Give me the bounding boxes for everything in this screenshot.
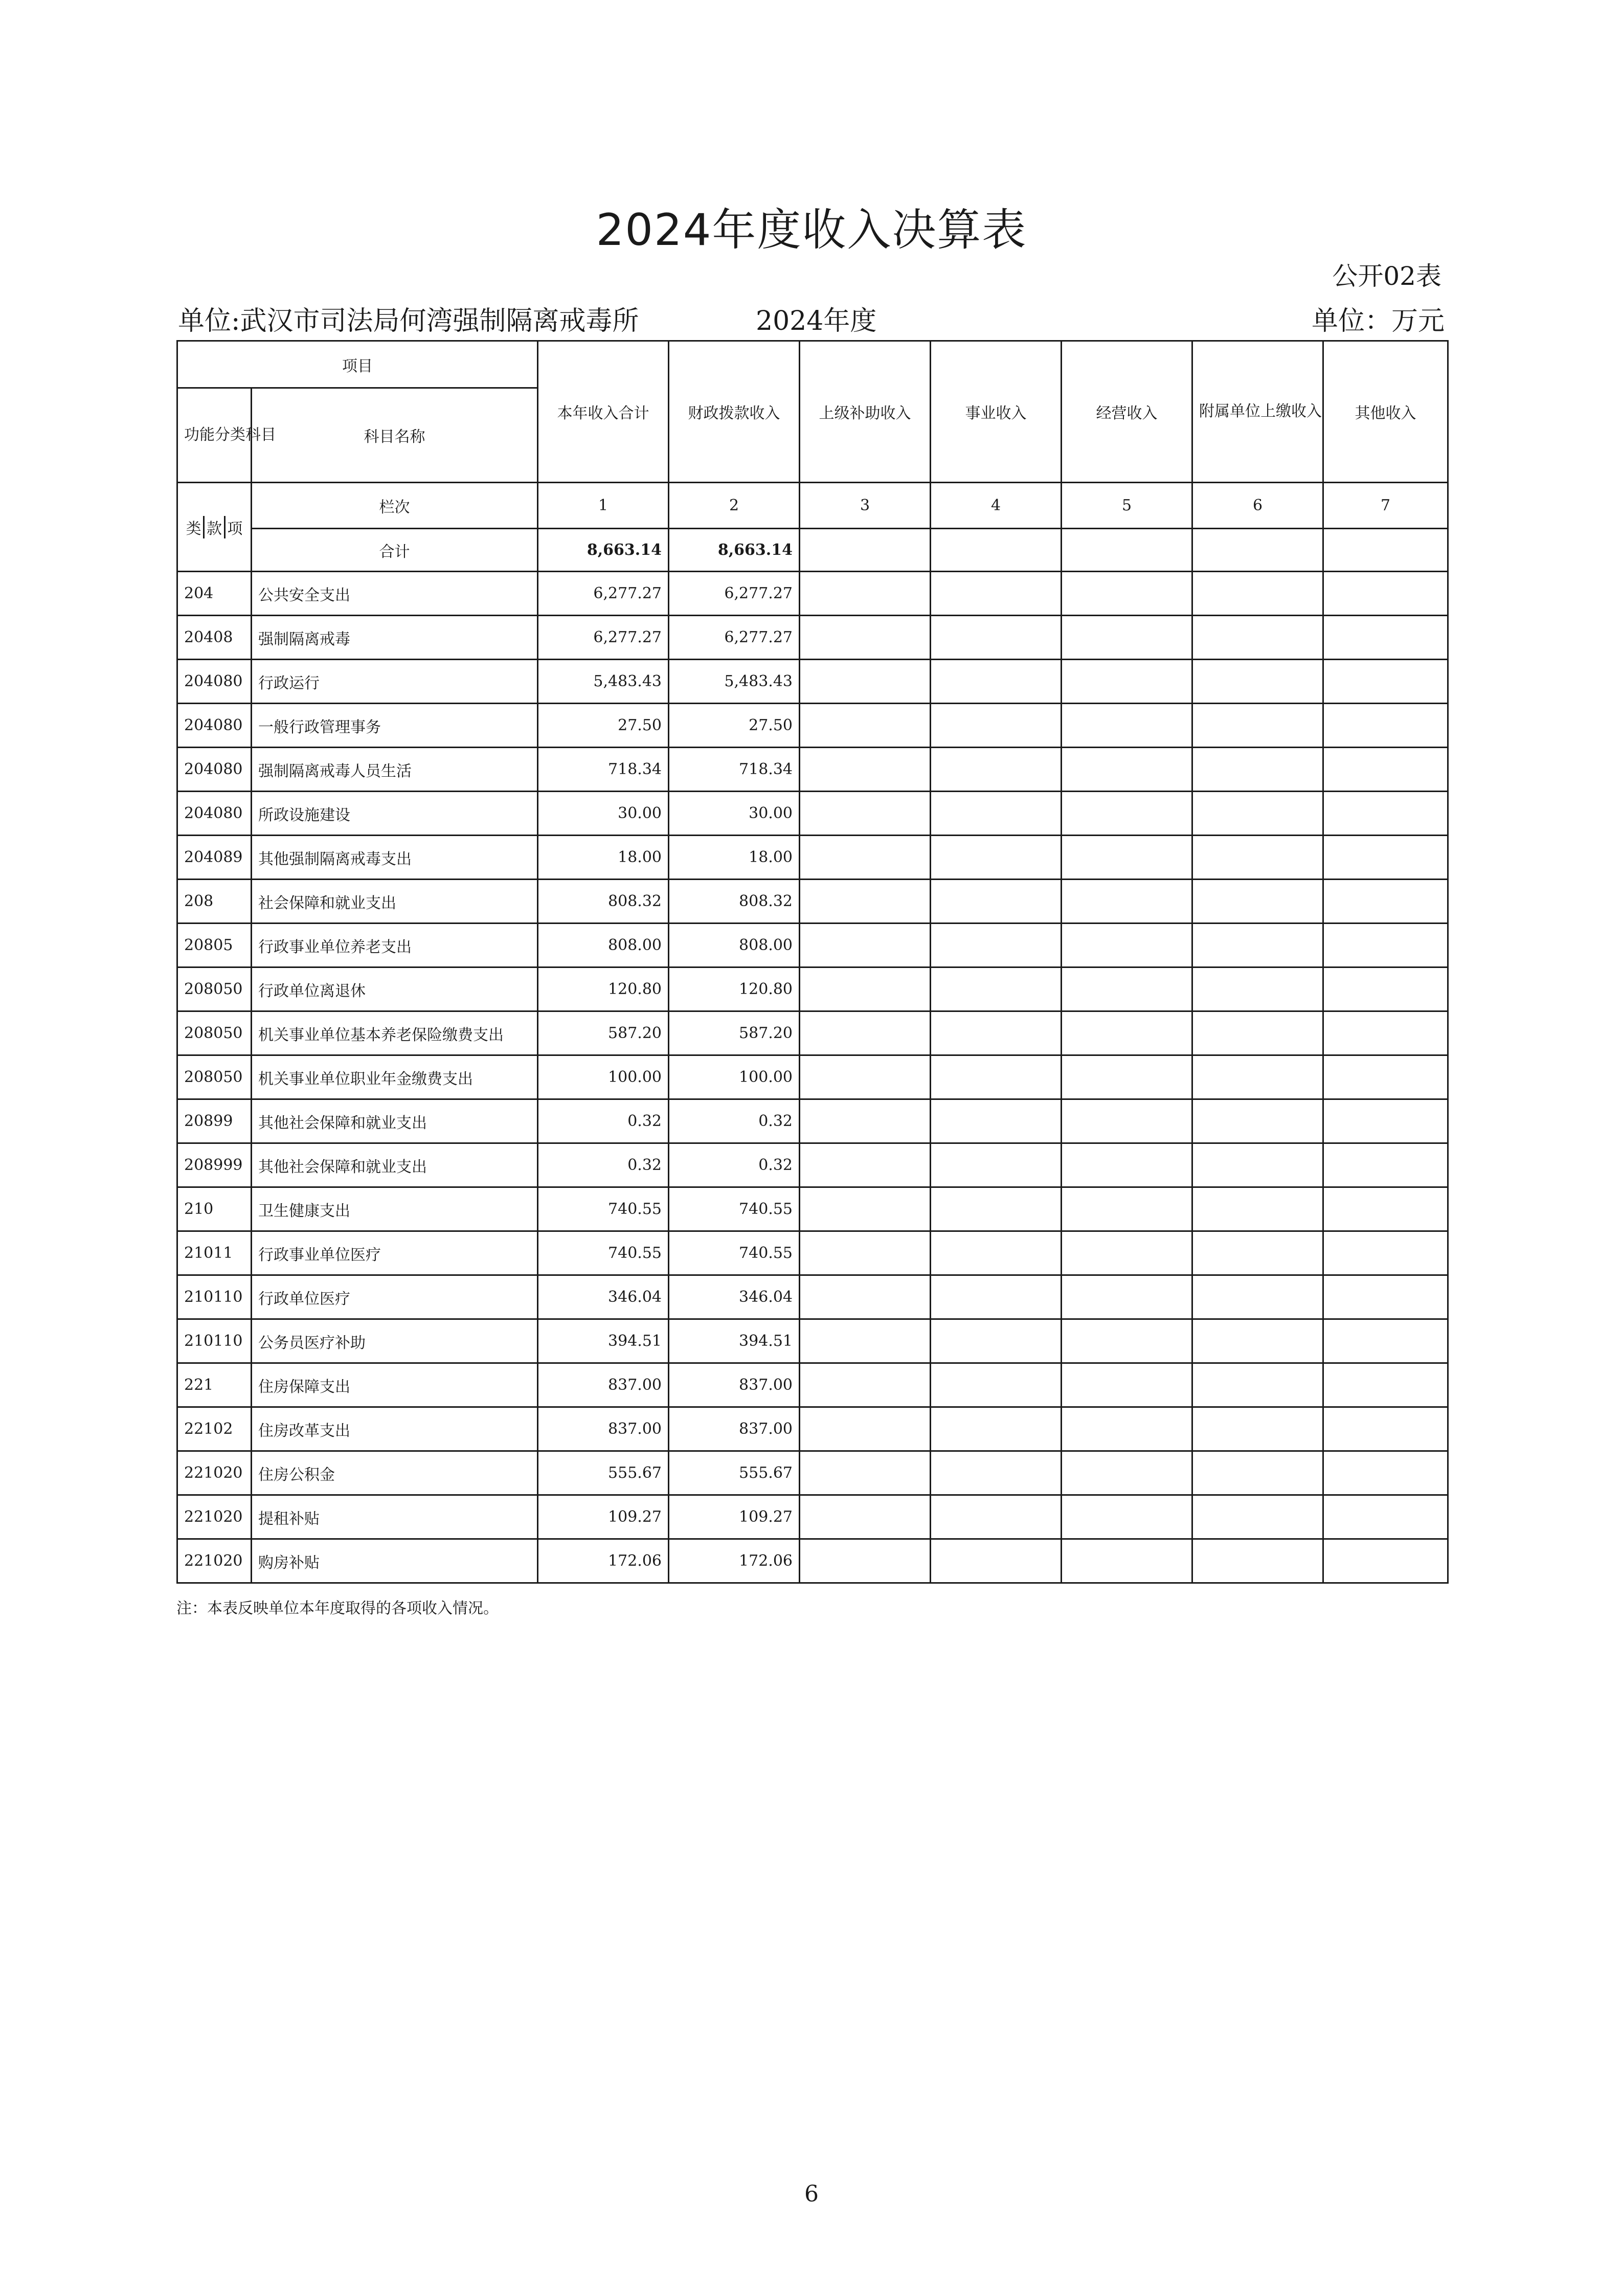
row-code: 210110 [177, 1275, 252, 1319]
row-superior-subsidy [800, 836, 931, 880]
row-subject-name: 公共安全支出 [252, 572, 538, 616]
table-row [177, 1539, 1448, 1583]
row-fiscal: 837.00 [669, 1407, 800, 1451]
row-business [931, 1143, 1062, 1187]
row-other [1323, 1231, 1448, 1275]
money-unit: 单位：万元 [1311, 306, 1445, 336]
row-subject-name: 行政单位医疗 [252, 1275, 538, 1319]
header-func-class: 功能分类科目 [177, 388, 252, 483]
row-superior-subsidy [800, 660, 931, 704]
header-col-fiscal: 财政拨款收入 [669, 341, 800, 483]
row-total: 740.55 [538, 1187, 669, 1231]
row-operating [1062, 1143, 1192, 1187]
table-row [177, 1055, 1448, 1099]
row-code: 204089 [177, 836, 252, 880]
row-superior-subsidy [800, 1187, 931, 1231]
row-other [1323, 1143, 1448, 1187]
header-project: 项目 [177, 341, 538, 388]
table-row [177, 924, 1448, 967]
row-superior-subsidy [800, 924, 931, 967]
row-superior-subsidy [800, 1055, 931, 1099]
row-operating [1062, 1231, 1192, 1275]
row-business [931, 924, 1062, 967]
table-row [177, 1319, 1448, 1363]
table-row [177, 1407, 1448, 1451]
row-business [931, 660, 1062, 704]
row-affiliated [1192, 1275, 1323, 1319]
row-business [931, 1407, 1062, 1451]
row-fiscal: 808.32 [669, 880, 800, 924]
row-subject-name: 住房公积金 [252, 1451, 538, 1495]
row-subject-name: 公务员医疗补助 [252, 1319, 538, 1363]
row-operating [1062, 1407, 1192, 1451]
total-value [1192, 529, 1323, 572]
total-value [800, 529, 931, 572]
row-affiliated [1192, 1451, 1323, 1495]
row-business [931, 1055, 1062, 1099]
row-other [1323, 1319, 1448, 1363]
row-fiscal: 109.27 [669, 1495, 800, 1539]
row-superior-subsidy [800, 792, 931, 836]
table-row [177, 967, 1448, 1011]
unit-name: 单位:武汉市司法局何湾强制隔离戒毒所 [178, 306, 639, 336]
row-affiliated [1192, 1539, 1323, 1583]
col-num: 2 [669, 483, 800, 529]
row-business [931, 880, 1062, 924]
row-superior-subsidy [800, 616, 931, 660]
row-code: 221020 [177, 1495, 252, 1539]
row-subject-name: 行政事业单位养老支出 [252, 924, 538, 967]
row-superior-subsidy [800, 1099, 931, 1143]
row-business [931, 1231, 1062, 1275]
row-subject-name: 机关事业单位职业年金缴费支出 [252, 1055, 538, 1099]
row-other [1323, 616, 1448, 660]
row-code: 20899 [177, 1099, 252, 1143]
row-subject-name: 住房保障支出 [252, 1363, 538, 1407]
row-superior-subsidy [800, 1539, 931, 1583]
row-total: 18.00 [538, 836, 669, 880]
income-table [176, 340, 1449, 1584]
row-fiscal: 18.00 [669, 836, 800, 880]
row-fiscal: 740.55 [669, 1231, 800, 1275]
row-other [1323, 1275, 1448, 1319]
col-num: 6 [1192, 483, 1323, 529]
row-total: 555.67 [538, 1451, 669, 1495]
table-row [177, 1099, 1448, 1143]
row-superior-subsidy [800, 1011, 931, 1055]
table-row [177, 572, 1448, 616]
table-row [177, 704, 1448, 748]
row-total: 120.80 [538, 967, 669, 1011]
header-lanci: 栏次 [252, 483, 538, 529]
page-title: 2024年度收入决算表 [596, 205, 1027, 256]
row-business [931, 616, 1062, 660]
table-row [177, 1187, 1448, 1231]
row-total: 30.00 [538, 792, 669, 836]
row-code: 208999 [177, 1143, 252, 1187]
row-subject-name: 卫生健康支出 [252, 1187, 538, 1231]
row-operating [1062, 1319, 1192, 1363]
row-code: 22102 [177, 1407, 252, 1451]
row-code: 208050 [177, 1055, 252, 1099]
row-superior-subsidy [800, 1319, 931, 1363]
col-num: 7 [1323, 483, 1448, 529]
row-fiscal: 394.51 [669, 1319, 800, 1363]
row-fiscal: 100.00 [669, 1055, 800, 1099]
row-other [1323, 967, 1448, 1011]
row-other [1323, 792, 1448, 836]
row-total: 346.04 [538, 1275, 669, 1319]
row-superior-subsidy [800, 1231, 931, 1275]
row-operating [1062, 1187, 1192, 1231]
total-value [931, 529, 1062, 572]
row-total: 172.06 [538, 1539, 669, 1583]
row-affiliated [1192, 836, 1323, 880]
header-subject-name: 科目名称 [252, 388, 538, 483]
table-body [177, 572, 1448, 1583]
row-business [931, 1275, 1062, 1319]
row-operating [1062, 748, 1192, 792]
row-operating [1062, 1055, 1192, 1099]
col-num: 4 [931, 483, 1062, 529]
row-fiscal: 346.04 [669, 1275, 800, 1319]
total-value [1323, 529, 1448, 572]
row-code: 204080 [177, 660, 252, 704]
row-affiliated [1192, 1099, 1323, 1143]
row-affiliated [1192, 880, 1323, 924]
row-affiliated [1192, 1495, 1323, 1539]
header-col-superior-subsidy: 上级补助收入 [800, 341, 931, 483]
row-other [1323, 1099, 1448, 1143]
row-affiliated [1192, 967, 1323, 1011]
row-affiliated [1192, 572, 1323, 616]
row-business [931, 1495, 1062, 1539]
row-code: 204 [177, 572, 252, 616]
row-other [1323, 1187, 1448, 1231]
row-total: 837.00 [538, 1407, 669, 1451]
row-superior-subsidy [800, 1143, 931, 1187]
row-operating [1062, 1451, 1192, 1495]
row-fiscal: 0.32 [669, 1143, 800, 1187]
row-subject-name: 其他强制隔离戒毒支出 [252, 836, 538, 880]
row-subject-name: 一般行政管理事务 [252, 704, 538, 748]
row-fiscal: 808.00 [669, 924, 800, 967]
row-affiliated [1192, 660, 1323, 704]
row-affiliated [1192, 1055, 1323, 1099]
row-affiliated [1192, 1011, 1323, 1055]
row-operating [1062, 572, 1192, 616]
row-other [1323, 1451, 1448, 1495]
row-code: 208 [177, 880, 252, 924]
row-affiliated [1192, 792, 1323, 836]
table-row [177, 1363, 1448, 1407]
col-num: 5 [1062, 483, 1192, 529]
row-code: 221020 [177, 1451, 252, 1495]
row-affiliated [1192, 1407, 1323, 1451]
row-subject-name: 强制隔离戒毒 [252, 616, 538, 660]
row-superior-subsidy [800, 1451, 931, 1495]
header-col-operating: 经营收入 [1062, 341, 1192, 483]
table-row [177, 1275, 1448, 1319]
row-fiscal: 6,277.27 [669, 572, 800, 616]
row-code: 221 [177, 1363, 252, 1407]
row-subject-name: 住房改革支出 [252, 1407, 538, 1451]
row-affiliated [1192, 748, 1323, 792]
row-total: 6,277.27 [538, 572, 669, 616]
row-total: 0.32 [538, 1143, 669, 1187]
table-note: 注：本表反映单位本年度取得的各项收入情况。 [176, 1600, 499, 1617]
row-code: 204080 [177, 748, 252, 792]
row-business [931, 836, 1062, 880]
row-affiliated [1192, 924, 1323, 967]
row-fiscal: 172.06 [669, 1539, 800, 1583]
row-superior-subsidy [800, 1495, 931, 1539]
table-row [177, 880, 1448, 924]
row-total: 109.27 [538, 1495, 669, 1539]
row-total: 6,277.27 [538, 616, 669, 660]
row-operating [1062, 924, 1192, 967]
row-operating [1062, 967, 1192, 1011]
row-total: 740.55 [538, 1231, 669, 1275]
table-row [177, 1143, 1448, 1187]
row-subject-name: 提租补贴 [252, 1495, 538, 1539]
row-superior-subsidy [800, 880, 931, 924]
row-superior-subsidy [800, 572, 931, 616]
row-other [1323, 748, 1448, 792]
table-row [177, 1495, 1448, 1539]
col-num: 1 [538, 483, 669, 529]
total-label: 合计 [252, 529, 538, 572]
table-row [177, 748, 1448, 792]
row-other [1323, 836, 1448, 880]
row-superior-subsidy [800, 1407, 931, 1451]
row-business [931, 572, 1062, 616]
row-subject-name: 其他社会保障和就业支出 [252, 1099, 538, 1143]
row-business [931, 1011, 1062, 1055]
table-row [177, 836, 1448, 880]
row-fiscal: 718.34 [669, 748, 800, 792]
row-other [1323, 572, 1448, 616]
row-affiliated [1192, 704, 1323, 748]
row-other [1323, 1363, 1448, 1407]
row-superior-subsidy [800, 1275, 931, 1319]
table-row [177, 1011, 1448, 1055]
row-business [931, 967, 1062, 1011]
row-total: 394.51 [538, 1319, 669, 1363]
row-code: 208050 [177, 1011, 252, 1055]
row-operating [1062, 1539, 1192, 1583]
row-code: 204080 [177, 792, 252, 836]
row-fiscal: 0.32 [669, 1099, 800, 1143]
row-operating [1062, 880, 1192, 924]
row-total: 808.00 [538, 924, 669, 967]
row-business [931, 1187, 1062, 1231]
row-other [1323, 660, 1448, 704]
row-code: 210 [177, 1187, 252, 1231]
row-total: 5,483.43 [538, 660, 669, 704]
row-other [1323, 1539, 1448, 1583]
row-superior-subsidy [800, 704, 931, 748]
row-operating [1062, 660, 1192, 704]
row-code: 208050 [177, 967, 252, 1011]
row-operating [1062, 704, 1192, 748]
unit-info-line [178, 299, 1445, 335]
row-subject-name: 社会保障和就业支出 [252, 880, 538, 924]
row-fiscal: 120.80 [669, 967, 800, 1011]
row-subject-name: 所政设施建设 [252, 792, 538, 836]
row-operating [1062, 1275, 1192, 1319]
row-subject-name: 行政运行 [252, 660, 538, 704]
page-number: 6 [804, 2181, 819, 2207]
row-total: 100.00 [538, 1055, 669, 1099]
total-value: 8,663.14 [538, 529, 669, 572]
row-other [1323, 1495, 1448, 1539]
row-affiliated [1192, 1363, 1323, 1407]
row-operating [1062, 616, 1192, 660]
row-code: 221020 [177, 1539, 252, 1583]
row-operating [1062, 836, 1192, 880]
row-fiscal: 837.00 [669, 1363, 800, 1407]
row-business [931, 792, 1062, 836]
row-business [931, 1363, 1062, 1407]
row-other [1323, 880, 1448, 924]
row-operating [1062, 792, 1192, 836]
row-other [1323, 1055, 1448, 1099]
row-other [1323, 1407, 1448, 1451]
table-row [177, 792, 1448, 836]
table-row [177, 616, 1448, 660]
row-fiscal: 6,277.27 [669, 616, 800, 660]
row-business [931, 1099, 1062, 1143]
total-value: 8,663.14 [669, 529, 800, 572]
row-affiliated [1192, 1143, 1323, 1187]
row-total: 718.34 [538, 748, 669, 792]
row-other [1323, 704, 1448, 748]
row-operating [1062, 1011, 1192, 1055]
row-affiliated [1192, 1187, 1323, 1231]
row-superior-subsidy [800, 1363, 931, 1407]
row-business [931, 1319, 1062, 1363]
header-kxx-xiang: 项 [227, 520, 243, 538]
row-affiliated [1192, 1319, 1323, 1363]
row-business [931, 1451, 1062, 1495]
row-fiscal: 740.55 [669, 1187, 800, 1231]
row-subject-name: 其他社会保障和就业支出 [252, 1143, 538, 1187]
row-fiscal: 30.00 [669, 792, 800, 836]
row-subject-name: 强制隔离戒毒人员生活 [252, 748, 538, 792]
row-fiscal: 555.67 [669, 1451, 800, 1495]
row-fiscal: 27.50 [669, 704, 800, 748]
header-kxx [177, 483, 252, 572]
header-col-business: 事业收入 [931, 341, 1062, 483]
row-fiscal: 5,483.43 [669, 660, 800, 704]
row-subject-name: 行政事业单位医疗 [252, 1231, 538, 1275]
row-superior-subsidy [800, 967, 931, 1011]
header-col-other: 其他收入 [1323, 341, 1448, 483]
header-col-total: 本年收入合计 [538, 341, 669, 483]
total-value [1062, 529, 1192, 572]
row-affiliated [1192, 616, 1323, 660]
row-total: 0.32 [538, 1099, 669, 1143]
table-row [177, 1451, 1448, 1495]
row-total: 587.20 [538, 1011, 669, 1055]
table-row [177, 660, 1448, 704]
row-code: 210110 [177, 1319, 252, 1363]
header-kxx-kuan: 款 [203, 516, 225, 538]
row-operating [1062, 1363, 1192, 1407]
row-code: 204080 [177, 704, 252, 748]
row-total: 808.32 [538, 880, 669, 924]
header-col-affiliated: 附属单位上缴收入 [1192, 341, 1323, 483]
row-business [931, 1539, 1062, 1583]
header-kxx-lei: 类 [186, 520, 201, 538]
row-other [1323, 1011, 1448, 1055]
row-operating [1062, 1099, 1192, 1143]
table-row [177, 1231, 1448, 1275]
row-other [1323, 924, 1448, 967]
row-business [931, 748, 1062, 792]
row-code: 20408 [177, 616, 252, 660]
col-num: 3 [800, 483, 931, 529]
row-affiliated [1192, 1231, 1323, 1275]
row-subject-name: 行政单位离退休 [252, 967, 538, 1011]
row-subject-name: 购房补贴 [252, 1539, 538, 1583]
row-total: 837.00 [538, 1363, 669, 1407]
row-operating [1062, 1495, 1192, 1539]
row-code: 20805 [177, 924, 252, 967]
row-fiscal: 587.20 [669, 1011, 800, 1055]
row-subject-name: 机关事业单位基本养老保险缴费支出 [252, 1011, 538, 1055]
report-year: 2024年度 [756, 306, 877, 336]
row-superior-subsidy [800, 748, 931, 792]
row-business [931, 704, 1062, 748]
row-code: 21011 [177, 1231, 252, 1275]
row-total: 27.50 [538, 704, 669, 748]
form-number: 公开02表 [1332, 261, 1441, 291]
